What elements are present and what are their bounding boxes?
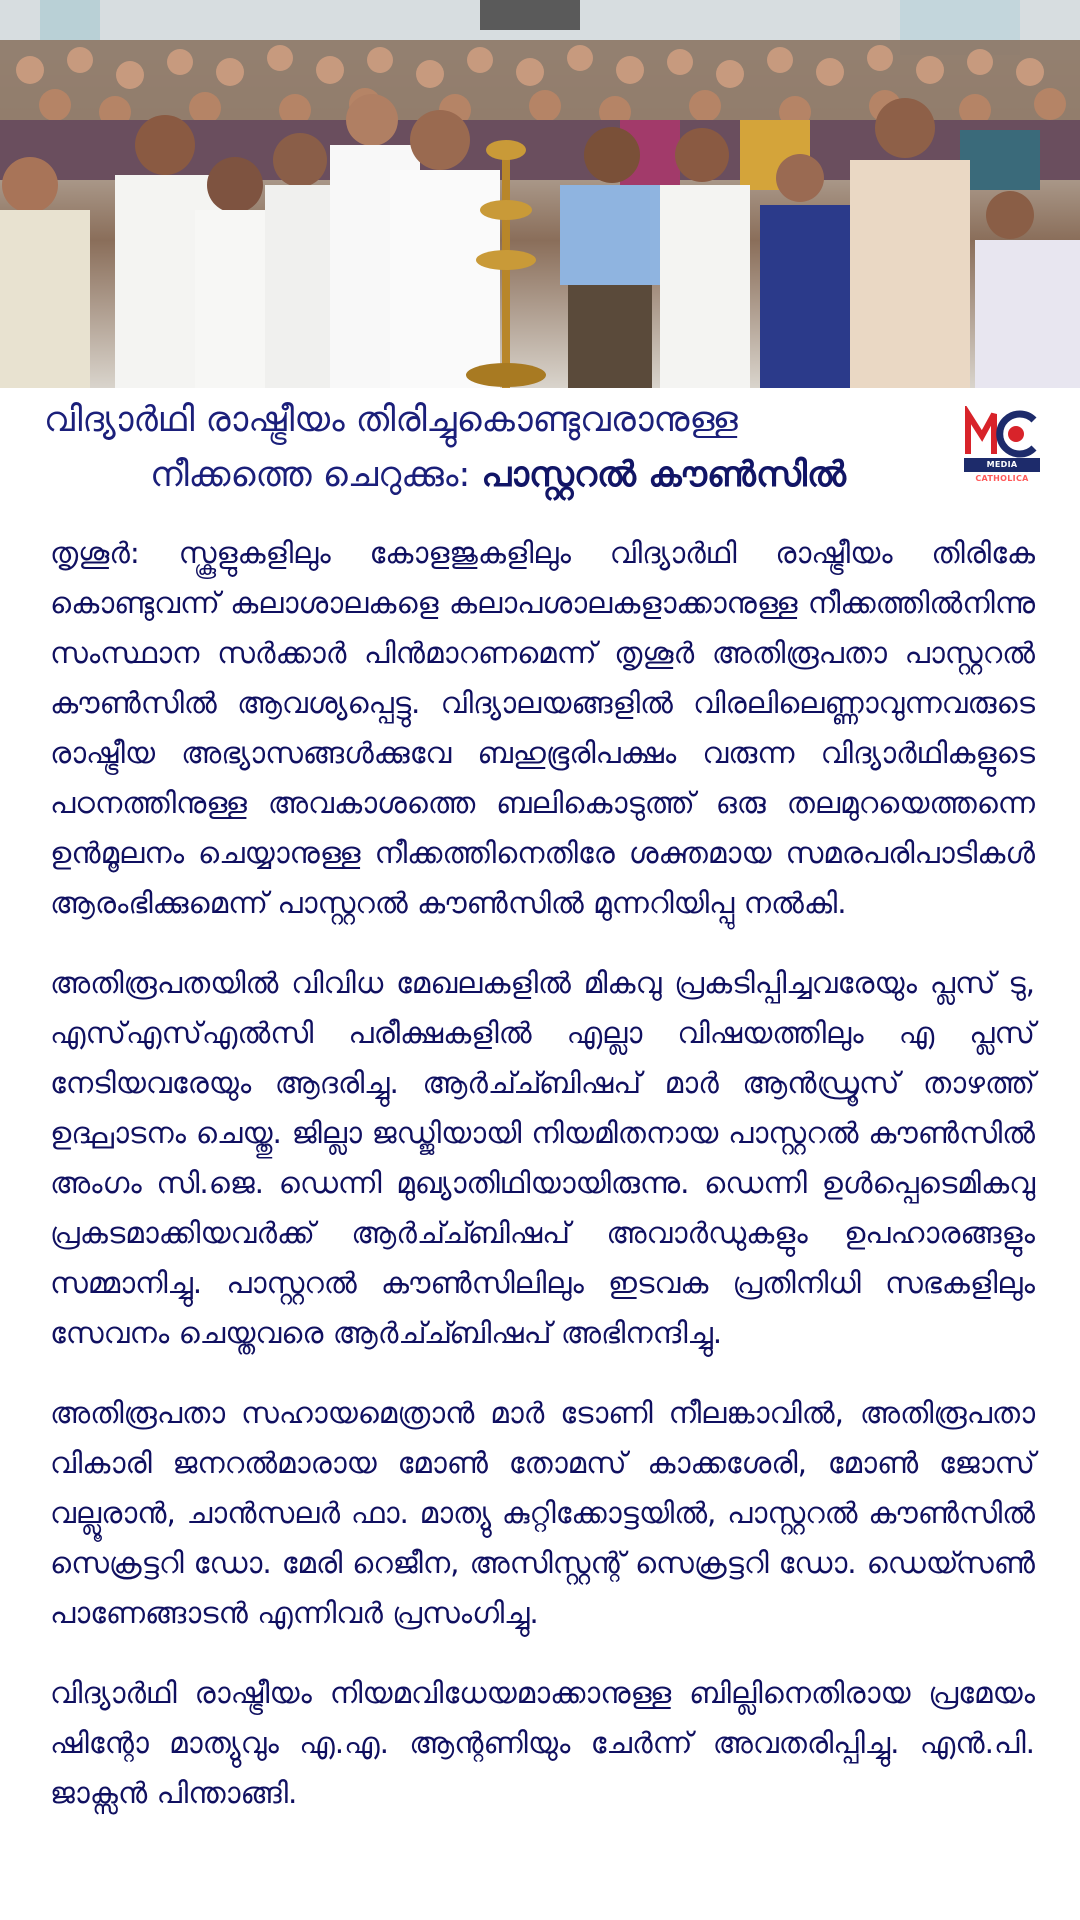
media-catholica-logo <box>964 406 1040 483</box>
article-paragraph: അതിരൂപതയിൽ വിവിധ മേഖലകളിൽ മികവു പ്രകടിപ്പിച്ചവരേയും പ്ലസ് ടു, എസ്എസ്എൽസി പരീക്ഷകളിൽ എല്ലാ വിഷയത്തിലും എ പ്ലസ് നേടിയവരേയും ആദരിച്ചു. ആർച്ച്ബിഷപ് മാർ ആൻഡ്രൂസ് താഴത്ത് ഉദ്ഘാടനം ചെയ്തു. ജില്ലാ ജഡ്ജിയായി നിയമിതനായ പാസ്റ്ററൽ കൗൺസിൽ അംഗം സി.ജെ. ഡെന്നി മുഖ്യാതിഥിയായിരുന്നു. ഡെന്നി ഉൾപ്പെടെമികവു പ്രകടമാക്കിയവർക്ക് ആർച്ച്ബിഷപ് അവാർഡുകളും ഉപഹാരങ്ങളും സമ്മാനിച്ചു. പാസ്റ്ററൽ കൗൺസിലിലും ഇടവക പ്രതിനിധി സഭകളിലും സേവനം ചെയ്തവരെ ആർച്ച്ബിഷപ് അഭിനന്ദിച്ചു. <box>50 966 1035 1350</box>
headline-line-2-normal: നീക്കത്തെ ചെറുക്കും: <box>150 455 482 495</box>
mc-logo-icon <box>964 406 1040 458</box>
article-paragraph: തൃശൂർ: സ്കൂളുകളിലും കോളജുകളിലും വിദ്യാർഥി രാഷ്ട്രീയം തിരികേ കൊണ്ടുവന്ന് കലാശാലകളെ കലാപശാലകളാക്കാനുള്ള നീക്കത്തിൽനിന്നു സംസ്ഥാന സർക്കാർ പിൻമാറണമെന്ന് തൃശൂർ അതിരൂപതാ പാസ്റ്ററൽ കൗൺസിൽ ആവശ്യപ്പെട്ടു. വിദ്യാലയങ്ങളിൽ വിരലിലെണ്ണാവുന്നവരുടെ രാഷ്ട്രീയ അഭ്യാസങ്ങൾക്കുവേ ബഹുഭൂരിപക്ഷം വരുന്ന വിദ്യാർഥികളുടെ പഠനത്തിനുള്ള അവകാശത്തെ ബലികൊടുത്ത് ഒരു തലമുറയെത്തന്നെ ഉൻമൂലനം ചെയ്യാനുള്ള നീക്കത്തിനെതിരേ ശക്തമായ സമരപരിപാടികൾ ആരംഭിക്കുമെന്ന് പാസ്റ്ററൽ കൗൺസിൽ മുന്നറിയിപ്പു നൽകി. <box>50 536 1035 920</box>
headline-line-2-bold: പാസ്റ്ററൽ കൗൺസിൽ <box>481 455 847 495</box>
headline-line-2 <box>150 451 1050 499</box>
event-photo <box>0 0 1080 388</box>
article-paragraph: വിദ്യാർഥി രാഷ്ട്രീയം നിയമവിധേയമാക്കാനുള്ള ബില്ലിനെതിരായ പ്രമേയം ഷിന്റോ മാത്യുവും എ.എ. ആന്റണിയും ചേർന്ന് അവതരിപ്പിച്ചു. എൻ.പി. ജാക്സൻ പിന്താങ്ങി. <box>50 1676 1035 1810</box>
article-paragraph: അതിരൂപതാ സഹായമെത്രാൻ മാർ ടോണി നീലങ്കാവിൽ, അതിരൂപതാ വികാരി ജനറൽമാരായ മോൺ തോമസ് കാക്കശേരി, മോൺ ജോസ് വല്ലൂരാൻ, ചാൻസലർ ഫാ. മാത്യു കുറ്റിക്കോട്ടയിൽ, പാസ്റ്ററൽ കൗൺസിൽ സെക്രട്ടറി ഡോ. മേരി റെജീന, അസിസ്റ്റന്റ് സെക്രട്ടറി ഡോ. ഡെയ്സൺ പാണേങ്ങാടൻ എന്നിവർ പ്രസംഗിച്ചു. <box>50 1396 1035 1630</box>
logo-text-media: MEDIA <box>986 460 1018 469</box>
article-body <box>50 528 1035 1848</box>
logo-text-catholica: CATHOLICA <box>975 474 1029 483</box>
logo-wordmark <box>964 458 1040 483</box>
crowd-lamp-lighting-photo-icon <box>0 0 1080 388</box>
headline-line-1: വിദ്യാർഥി രാഷ്ട്രീയം തിരിച്ചുകൊണ്ടുവരാനുള്ള <box>44 400 738 440</box>
headline-area <box>0 396 1080 514</box>
